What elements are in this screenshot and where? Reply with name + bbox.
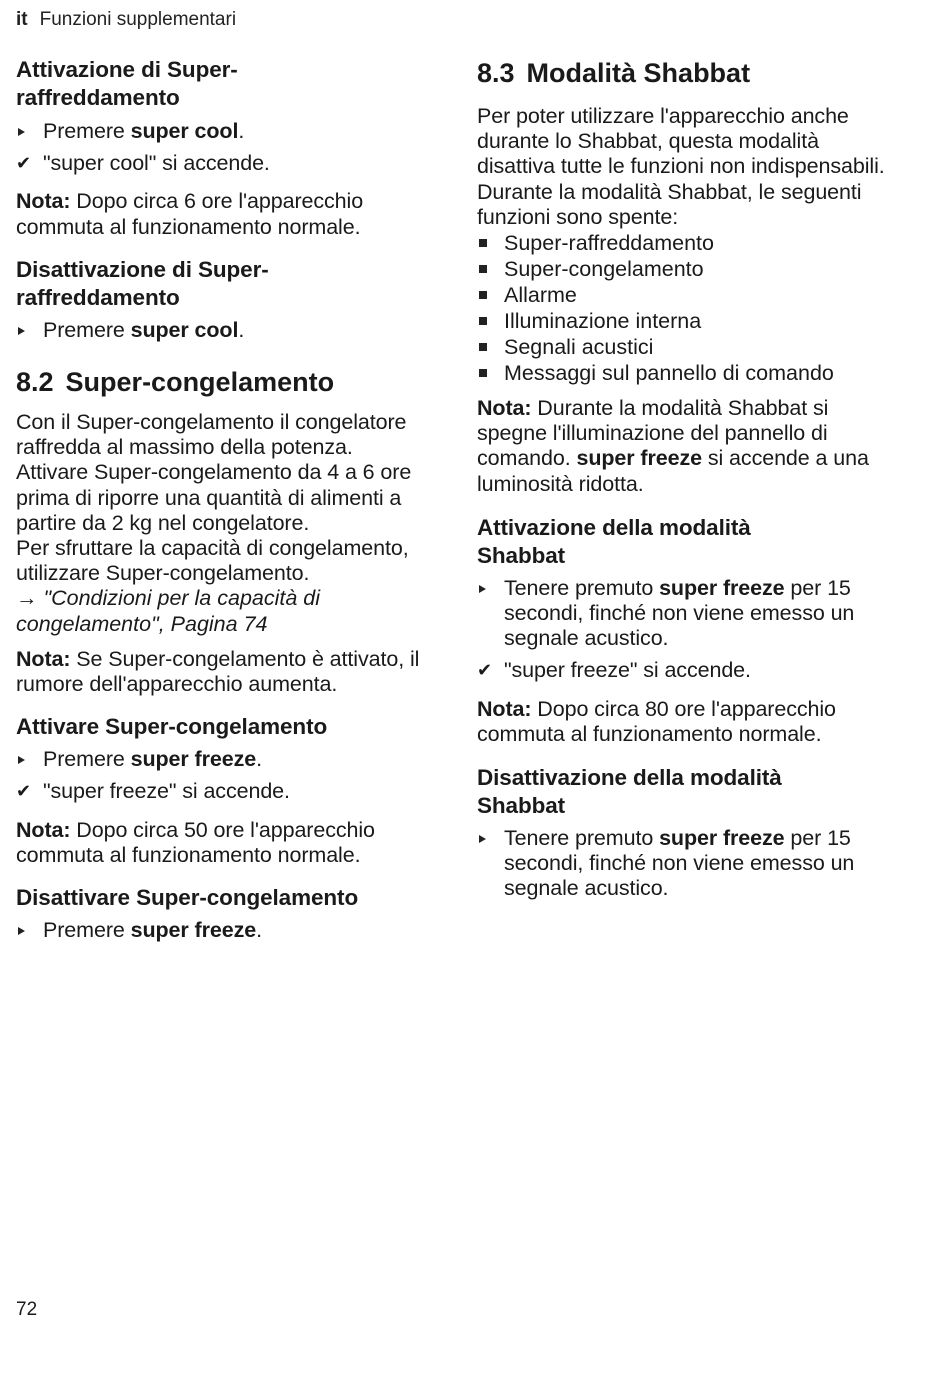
heading-deactivate-superfreeze: Disattivare Super-congelamento — [16, 885, 359, 911]
paragraph-shabbat-functions: Durante la modalità Shabbat, le seguenti funzioni sono spente: — [477, 179, 862, 229]
section-activate-supercool — [16, 56, 436, 240]
step-press-superfreeze-off: Premere super freeze. — [16, 918, 436, 943]
list-item: Segnali acustici — [477, 334, 902, 360]
page-number: 72 — [16, 1299, 38, 1320]
left-column — [16, 56, 436, 943]
heading-deactivate-supercool: Disattivazione di Super-raffreddamento — [16, 256, 269, 310]
step-press-supercool: Premere super cool. — [16, 119, 436, 144]
section-8-2 — [16, 365, 436, 697]
section-8-3 — [477, 56, 902, 497]
section-deactivate-superfreeze — [16, 884, 436, 943]
disabled-functions-list — [477, 230, 902, 386]
right-column — [477, 56, 902, 902]
heading-8-2: 8.2 Super-congelamento — [16, 367, 335, 398]
step-hold-superfreeze-off: Tenere premuto super freeze per 15 secondi, finché non viene emesso un segnale acustico. — [477, 826, 902, 902]
list-item: Super-raffreddamento — [477, 230, 902, 256]
paragraph-superfreeze-intro: Con il Super-congelamento il congelatore raffredda al massimo della potenza. — [16, 410, 407, 460]
list-item: Allarme — [477, 282, 902, 308]
check-icon: ✔ — [16, 153, 31, 174]
note-supercool-6h: Nota: Dopo circa 6 ore l'apparecchio commuta al funzionamento normale. — [16, 189, 364, 239]
page-header — [16, 9, 236, 31]
list-item: Messaggi sul pannello di comando — [477, 360, 902, 386]
paragraph-superfreeze-when: Attivare Super-congelamento da 4 a 6 ore prima di riporre una quantità di alimenti a partire da 2 kg nel congelatore. — [16, 460, 412, 535]
heading-activate-shabbat: Attivazione della modalità Shabbat — [477, 514, 751, 568]
check-icon: ✔ — [477, 660, 492, 681]
result-shabbat-on: ✔ "super freeze" si accende. — [477, 658, 751, 683]
language-code: it — [16, 9, 28, 30]
heading-deactivate-shabbat: Disattivazione della modalità Shabbat — [477, 765, 782, 819]
section-deactivate-shabbat — [477, 764, 902, 902]
step-hold-superfreeze: Tenere premuto super freeze per 15 secondi, finché non viene emesso un segnale acustico. — [477, 576, 902, 652]
cross-reference: → "Condizioni per la capacità di congelamento", Pagina 74 — [16, 586, 321, 636]
note-superfreeze-50h: Nota: Dopo circa 50 ore l'apparecchio commuta al funzionamento normale. — [16, 817, 375, 867]
result-superfreeze-on: ✔ "super freeze" si accende. — [16, 779, 290, 804]
header-title: Funzioni supplementari — [39, 9, 237, 30]
heading-8-3: 8.3 Modalità Shabbat — [477, 58, 751, 88]
note-shabbat-80h: Nota: Dopo circa 80 ore l'apparecchio commuta al funzionamento normale. — [477, 696, 836, 746]
section-activate-superfreeze — [16, 713, 436, 868]
section-activate-shabbat — [477, 514, 902, 747]
list-item: Super-congelamento — [477, 256, 902, 282]
check-icon: ✔ — [16, 781, 31, 802]
arrow-right-icon: → — [16, 586, 38, 611]
note-shabbat-panel: Nota: Durante la modalità Shabbat si spegne l'illuminazione del pannello di comando. super freeze si accende a una luminosità ridotta. — [477, 396, 869, 496]
list-item: Illuminazione interna — [477, 308, 902, 334]
paragraph-shabbat-intro: Per poter utilizzare l'apparecchio anche durante lo Shabbat, questa modalità disattiva tutte le funzioni non indispensabili. — [477, 104, 885, 179]
heading-activate-superfreeze: Attivare Super-congelamento — [16, 714, 328, 740]
paragraph-superfreeze-capacity: Per sfruttare la capacità di congelamento, utilizzare Super-congelamento. — [16, 536, 409, 586]
section-deactivate-supercool — [16, 256, 436, 343]
heading-activate-supercool: Attivazione di Super-raffreddamento — [16, 57, 238, 110]
step-press-superfreeze: Premere super freeze. — [16, 747, 436, 772]
result-supercool-on: ✔ "super cool" si accende. — [16, 151, 270, 176]
note-superfreeze-noise: Nota: Se Super-congelamento è attivato, il rumore dell'apparecchio aumenta. — [16, 646, 420, 697]
step-press-supercool-off: Premere super cool. — [16, 318, 436, 343]
